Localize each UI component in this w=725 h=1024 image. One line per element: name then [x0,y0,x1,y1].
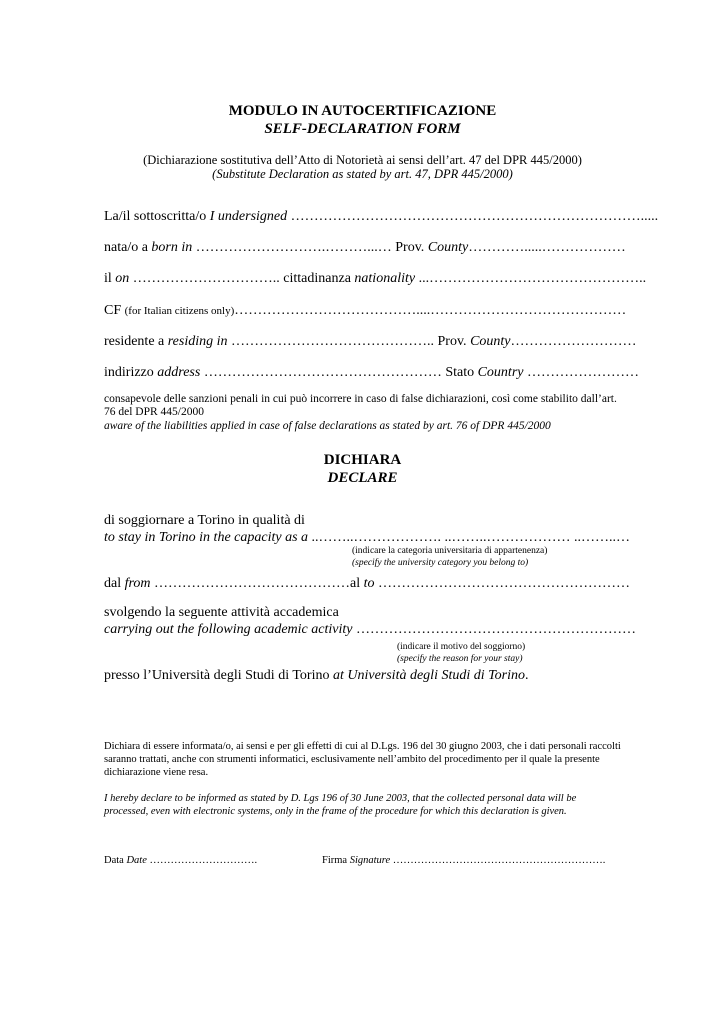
to-dots[interactable]: ……………………………………………… [374,576,631,591]
signature-dots[interactable]: ……………………………………………………. [390,855,606,866]
date-label-it: Data [104,855,127,866]
from-dots[interactable]: …………………………………… [150,576,351,591]
field-country-dots[interactable]: …………………… [523,365,639,380]
signature-label-it: Firma [322,855,350,866]
field-label-it: CF [104,303,125,318]
capacity-hint-en: (specify the university category you belong to) [352,558,529,568]
field-label-it: il [104,271,116,286]
university-line [104,668,528,684]
liability-text-it: consapevole delle sanzioni penali in cui può incorrere in caso di false dichiarazioni, così come stabilito dall’art. 76 del DPR 445/2000 [104,393,617,418]
form-title-it: MODULO IN AUTOCERTIFICAZIONE [228,103,497,119]
form-subtitle-it: (Dichiarazione sostitutiva dell’Atto di Notorietà ai sensi dell’art. 47 del DPR 445/2000) [143,153,582,167]
from-label-en: from [124,576,151,591]
field-label-it: residente a [104,334,168,349]
field-birth-date-nationality[interactable] [104,271,646,287]
field-dots[interactable]: …………………………………………………………………..... [287,209,659,224]
capacity-hint-it: (indicare la categoria universitaria di appartenenza) [352,546,548,556]
field-dots[interactable]: ……………………….………...… [192,240,396,255]
university-text-en: at Università degli Studi di Torino [332,668,525,683]
field-country-label: Stato [445,365,478,380]
signature-field[interactable] [322,855,605,866]
liability-text-en: aware of the liabilities applied in case of false declarations as stated by art. 76 of DPR 445/2000 [104,420,551,432]
field-county-label: Prov. [437,334,471,349]
stay-label-it: di soggiornare a Torino in qualità di [104,513,305,528]
activity-label-en: carrying out the following academic activity [104,622,353,637]
field-county-dots[interactable]: ……………………… [510,334,637,349]
privacy-text-en: I hereby declare to be informed as stated by D. Lgs 196 of 30 June 2003, that the collected personal data will be processed, even with electronic systems, only in the frame of the procedure for which this declaration is given. [104,793,577,817]
field-county-label: Prov. [395,240,428,255]
field-label-it: La/il sottoscritta/o [104,209,210,224]
declare-heading-it: DICHIARA [323,452,402,468]
field-label-it: indirizzo [104,365,158,380]
declare-heading-en: DECLARE [327,470,398,486]
to-label-it: al [350,576,364,591]
field-label-en: born in [151,240,193,255]
signature-label-en: Signature [349,855,391,866]
field-dots[interactable]: ………………………….. [129,271,284,286]
activity-label-it: svolgendo la seguente attività accademica [104,605,339,620]
field-nationality-label: cittadinanza [283,271,355,286]
field-nationality-label-en: nationality [354,271,416,286]
university-end: . [524,668,529,683]
field-undersigned[interactable] [104,209,658,225]
field-label-en: residing in [167,334,228,349]
field-county-dots[interactable]: ………….....……………… [468,240,626,255]
field-county-label-en: County [470,334,511,349]
field-dots[interactable]: …………………………………………… [200,365,446,380]
field-born-in[interactable] [104,240,626,256]
date-label-en: Date [126,855,147,866]
field-dots[interactable]: ..……..………………. ..……..……………… ..……..… [308,530,631,545]
field-dots[interactable]: …………………………………….. [227,334,438,349]
form-subtitle-en: (Substitute Declaration as stated by art. 47, DPR 445/2000) [212,167,513,181]
field-country-label-en: Country [477,365,524,380]
date-field[interactable] [104,855,257,866]
stay-label-en: to stay in Torino in the capacity as a [104,530,309,545]
field-address[interactable] [104,365,639,381]
to-label-en: to [363,576,375,591]
date-dots[interactable]: …………………………. [146,855,258,866]
field-label-it: nata/o a [104,240,152,255]
field-dots[interactable]: …………………………………………………… [352,622,636,637]
university-text-it: presso l’Università degli Studi di Torino [104,668,333,683]
field-capacity[interactable] [104,530,630,546]
privacy-text-it: Dichiara di essere informata/o, ai sensi e per gli effetti di cui al D.Lgs. 196 del 30 giugno 2003, che i dati personali raccolti saranno trattati, anche con strumenti informatici, esclusivamente nell’ambito del procedimento per il quale la presente dichiarazione viene resa. [104,741,621,778]
form-title-en: SELF-DECLARATION FORM [264,121,461,137]
field-dots[interactable]: …………………………………....…………………………………… [234,303,627,318]
field-activity[interactable] [104,622,636,638]
activity-hint-it: (indicare il motivo del soggiorno) [397,642,526,652]
field-label-note: (for Italian citizens only) [124,305,235,317]
field-label-en: on [115,271,130,286]
field-residing-in[interactable] [104,334,637,350]
field-period[interactable] [104,576,630,592]
activity-hint-en: (specify the reason for your stay) [397,654,523,664]
field-label-en: I undersigned [209,209,288,224]
field-nationality-dots[interactable]: ...……………………………………….. [415,271,647,286]
from-label-it: dal [104,576,125,591]
field-county-label-en: County [427,240,469,255]
field-label-en: address [157,365,201,380]
field-cf[interactable] [104,303,626,319]
